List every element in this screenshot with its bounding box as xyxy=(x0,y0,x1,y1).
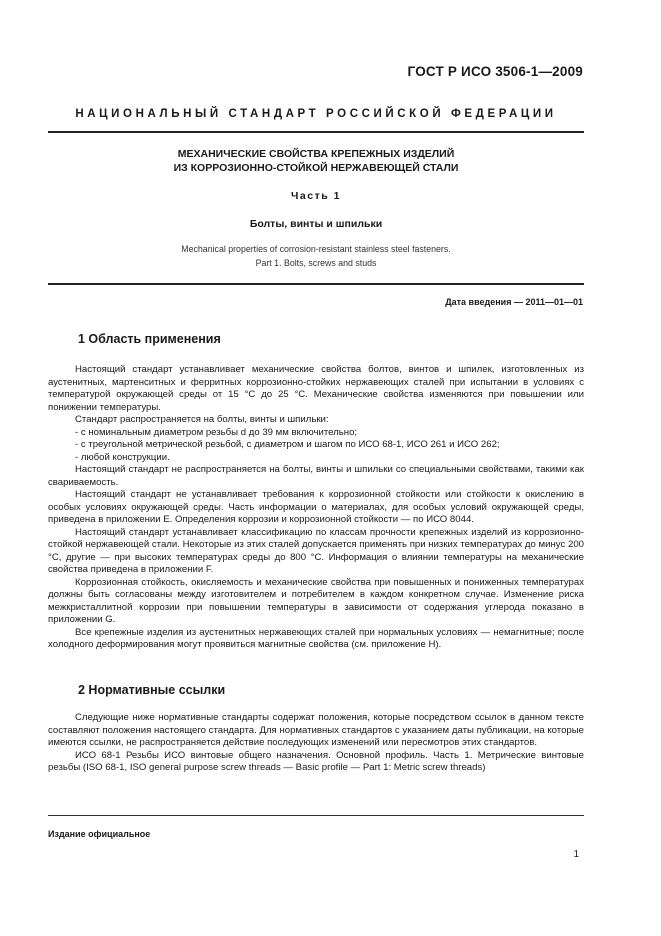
section-2-heading: 2 Нормативные ссылки xyxy=(78,683,226,697)
part-label: Часть 1 xyxy=(291,190,341,202)
english-title-line-1: Mechanical properties of corrosion-resistant stainless steel fasteners. xyxy=(181,244,451,254)
list-item: - с треугольной метрической резьбой, с диаметром и шагом по ИСО 68-1, ИСО 261 и ИСО 262; xyxy=(75,439,500,450)
title-line-1: МЕХАНИЧЕСКИЕ СВОЙСТВА КРЕПЕЖНЫХ ИЗДЕЛИЙ xyxy=(177,148,455,160)
paragraph: Стандарт распространяется на болты, винты и шпильки: xyxy=(75,414,329,425)
list-item: - с номинальным диаметром резьбы d до 39 мм включительно; xyxy=(75,426,358,438)
list-item: - любой конструкции. xyxy=(75,451,170,463)
page-number: 1 xyxy=(573,849,579,860)
paragraph: Коррозионная стойкость, окисляемость и механические свойства при повышенных и пониженных температурах должны быть согласованы между изготовителем и потребителем в каждом конкретном случае. Изменение риска межкристаллитной коррозии при повышении температуры в зависимости от содержания углерода показано в приложении G. xyxy=(48,576,584,625)
footer-divider xyxy=(48,815,584,816)
paragraph: Настоящий стандарт устанавливает классификацию по классам прочности крепежных изделий из коррозионно-стойкой нержавеющей стали. Некоторые из этих сталей допускается применять при низких температурах до минус 200 °С, другие — при высоких температурах среды до 800 °С. Информация о влиянии температуры на механические свойства приведена в приложении F. xyxy=(48,526,584,575)
edition-label: Издание официальное xyxy=(48,829,151,839)
section-1-body xyxy=(48,364,584,652)
paragraph: Настоящий стандарт не устанавливает требования к коррозионной стойкости или стойкости к окислению в особых условиях окружающей среды. Часть информации о материалах, для особых условий окружающей среды, приведена в приложении Е. Определения коррозии и коррозионной стойкости — по ИСО 8044. xyxy=(48,489,584,525)
paragraph: Все крепежные изделия из аустенитных нержавеющих сталей при нормальных условиях — немагнитные; после холодного деформирования могут проявиться магнитные свойства (см. приложение Н). xyxy=(48,626,584,650)
paragraph: Следующие ниже нормативные стандарты содержат положения, которые посредством ссылок в данном тексте составляют положения настоящего стандарта. Для нормативных стандартов с указанием даты публикации, на которые имеются ссылки, не распространяется действие последующих изменений или пересмотров этих стандартов. xyxy=(48,712,584,748)
paragraph: Настоящий стандарт устанавливает механические свойства болтов, винтов и шпилек, изготовленных из аустенитных, мартенситных и ферритных коррозионно-стойких нержавеющих сталей при испытании в условиях с температурой окружающей среды от 15 °С до 25 °С. Механические свойства изменяются при повышении или понижении температуры. xyxy=(48,364,584,413)
title-line-2: ИЗ КОРРОЗИОННО-СТОЙКОЙ НЕРЖАВЕЮЩЕЙ СТАЛИ xyxy=(173,162,459,174)
paragraph: Настоящий стандарт не распространяется на болты, винты и шпильки со специальными свойствами, такими как свариваемость. xyxy=(48,464,584,488)
title-divider xyxy=(48,283,584,285)
introduction-date: Дата введения — 2011—01—01 xyxy=(445,297,583,307)
national-standard-banner: НАЦИОНАЛЬНЫЙ СТАНДАРТ РОССИЙСКОЙ ФЕДЕРАЦИИ xyxy=(75,108,557,120)
document-code: ГОСТ Р ИСО 3506-1—2009 xyxy=(407,64,583,79)
section-1-heading: 1 Область применения xyxy=(78,332,221,346)
english-title-line-2: Part 1. Bolts, screws and studs xyxy=(255,258,377,268)
subtitle: Болты, винты и шпильки xyxy=(249,218,383,230)
section-2-body xyxy=(48,712,584,775)
top-divider xyxy=(48,131,584,133)
reference-entry: ИСО 68-1 Резьбы ИСО винтовые общего назначения. Основной профиль. Часть 1. Метрические винтовые резьбы (ISO 68-1, ISO general purpose screw threads — Basic profile — Part 1: Metric screw threads) xyxy=(48,749,584,773)
